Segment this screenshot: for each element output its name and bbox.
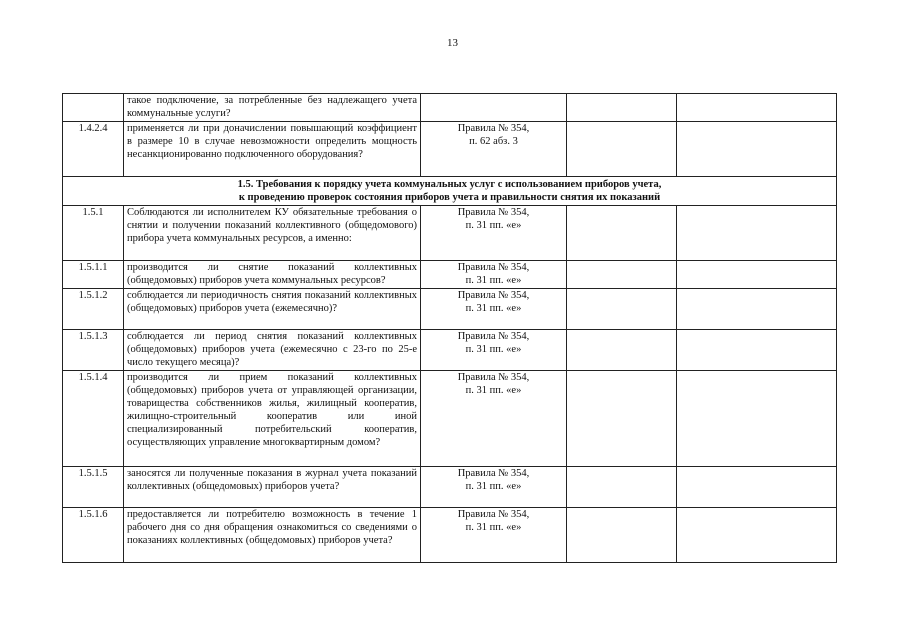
item-number: 1.5.1.6: [63, 508, 124, 563]
empty-cell: [677, 371, 837, 467]
table-row: [63, 467, 837, 508]
page-number: 13: [447, 37, 458, 49]
item-number: 1.5.1: [63, 206, 124, 261]
empty-cell: [567, 508, 677, 563]
table-row: [63, 261, 837, 289]
section-heading: 1.5. Требования к порядку учета коммунальных услуг с использованием приборов учета, к проведению проверок состояния приборов учета и правильности снятия их показаний: [63, 177, 837, 206]
question-text: соблюдается ли период снятия показаний коллективных (общедомовых) приборов учета (ежемесячно с 23-го по 25-е число текущего месяца)?: [124, 330, 421, 371]
table-row: [63, 289, 837, 330]
empty-cell: [567, 330, 677, 371]
empty-cell: [677, 467, 837, 508]
item-number: 1.5.1.4: [63, 371, 124, 467]
legal-reference: [421, 94, 567, 122]
item-number: 1.4.2.4: [63, 122, 124, 177]
empty-cell: [677, 289, 837, 330]
question-text: применяется ли при доначислении повышающий коэффициент в размере 10 в случае невозможности определить мощность несанкционированно подключенного оборудования?: [124, 122, 421, 177]
empty-cell: [567, 261, 677, 289]
empty-cell: [677, 330, 837, 371]
legal-reference: Правила № 354, п. 31 пп. «е»: [421, 467, 567, 508]
empty-cell: [677, 94, 837, 122]
empty-cell: [677, 206, 837, 261]
legal-reference: Правила № 354, п. 31 пп. «е»: [421, 371, 567, 467]
empty-cell: [677, 261, 837, 289]
question-text: соблюдается ли периодичность снятия показаний коллективных (общедомовых) приборов учета (ежемесячно)?: [124, 289, 421, 330]
empty-cell: [677, 508, 837, 563]
legal-reference: Правила № 354, п. 31 пп. «е»: [421, 261, 567, 289]
legal-reference: Правила № 354, п. 31 пп. «е»: [421, 206, 567, 261]
empty-cell: [677, 122, 837, 177]
empty-cell: [567, 122, 677, 177]
empty-cell: [567, 467, 677, 508]
empty-cell: [567, 289, 677, 330]
item-number: 1.5.1.5: [63, 467, 124, 508]
question-text: предоставляется ли потребителю возможность в течение 1 рабочего дня со дня обращения ознакомиться со сведениями о показаниях коллективных (общедомовых) приборов учета?: [124, 508, 421, 563]
section-heading-row: [63, 177, 837, 206]
item-number: 1.5.1.1: [63, 261, 124, 289]
table-row: [63, 206, 837, 261]
question-text: заносятся ли полученные показания в журнал учета показаний коллективных (общедомовых) приборов учета?: [124, 467, 421, 508]
question-text: производится ли снятие показаний коллективных (общедомовых) приборов учета коммунальных ресурсов?: [124, 261, 421, 289]
question-text: производится ли прием показаний коллективных (общедомовых) приборов учета от управляющей организации, товарищества собственников жилья, жилищный кооператив, жилищно-строительный кооператив или иной специализированный потребительский кооператив, осуществляющих управление многоквартирным домом?: [124, 371, 421, 467]
table-row: [63, 94, 837, 122]
item-number: 1.5.1.2: [63, 289, 124, 330]
legal-reference: Правила № 354, п. 31 пп. «е»: [421, 289, 567, 330]
empty-cell: [567, 206, 677, 261]
empty-cell: [567, 371, 677, 467]
item-number: [63, 94, 124, 122]
question-text: такое подключение, за потребленные без надлежащего учета коммунальные услуги?: [124, 94, 421, 122]
empty-cell: [567, 94, 677, 122]
item-number: 1.5.1.3: [63, 330, 124, 371]
question-text: Соблюдаются ли исполнителем КУ обязательные требования о снятии и получении показаний коллективного (общедомового) прибора учета коммунальных ресурсов, а именно:: [124, 206, 421, 261]
table-row: [63, 371, 837, 467]
table-row: [63, 330, 837, 371]
checklist-table: [62, 93, 837, 563]
legal-reference: Правила № 354, п. 31 пп. «е»: [421, 508, 567, 563]
legal-reference: Правила № 354, п. 62 абз. 3: [421, 122, 567, 177]
table-row: [63, 508, 837, 563]
table-row: [63, 122, 837, 177]
legal-reference: Правила № 354, п. 31 пп. «е»: [421, 330, 567, 371]
